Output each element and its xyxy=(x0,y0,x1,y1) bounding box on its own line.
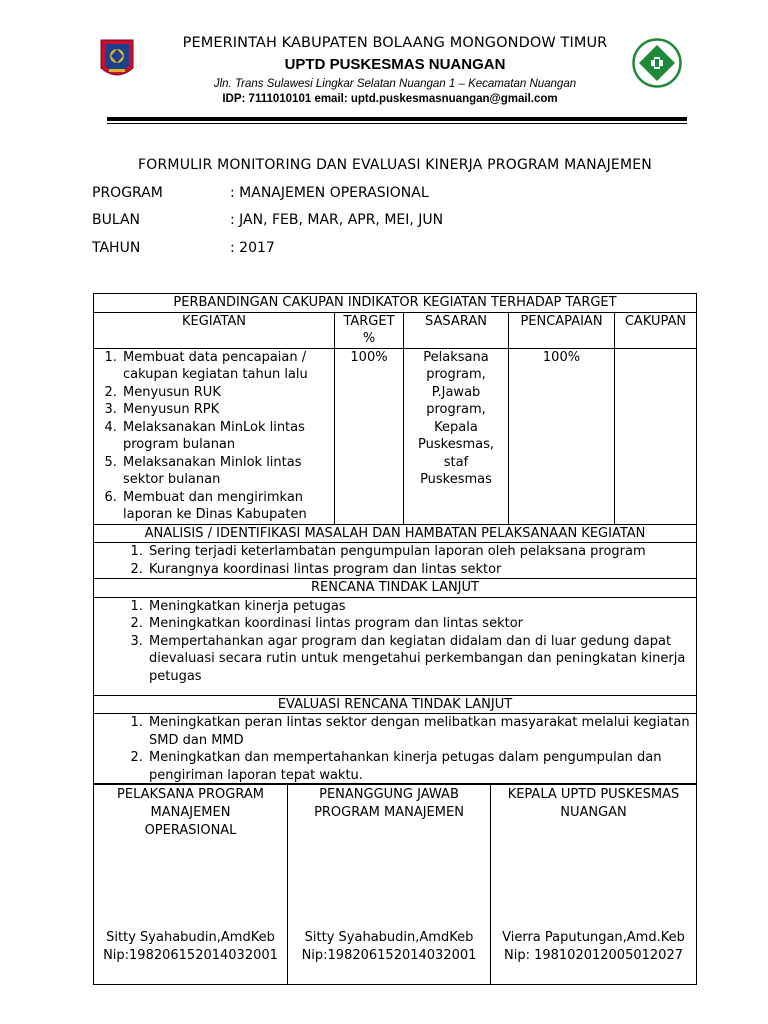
signer-nip: Nip:198206152014032001 xyxy=(301,948,477,963)
signer-role: KEPALA UPTD PUSKESMAS NUANGAN xyxy=(507,787,680,820)
bulan-label: BULAN xyxy=(92,212,141,228)
signature-block-kepala xyxy=(491,784,697,985)
tahun-value: : 2017 xyxy=(230,240,275,256)
pencapaian-value: 100% xyxy=(509,348,615,524)
signer-name: Sitty Syahabudin,AmdKeb xyxy=(106,930,275,945)
program-label: PROGRAM xyxy=(92,185,163,201)
column-header-cakupan: CAKUPAN xyxy=(615,312,697,348)
regency-emblem-icon xyxy=(100,38,134,82)
rtl-list xyxy=(97,598,693,686)
signer-role: PELAKSANA PROGRAM MANAJEMEN OPERASIONAL xyxy=(117,787,264,838)
monitoring-table xyxy=(93,293,697,785)
column-header-target: TARGET % xyxy=(335,312,404,348)
rtl-cell xyxy=(94,597,697,695)
header-divider-thin xyxy=(107,123,687,124)
analisis-heading: ANALISIS / IDENTIFIKASI MASALAH DAN HAMBATAN PELAKSANAAN KEGIATAN xyxy=(94,524,697,543)
institution-address: Jln. Trans Sulawesi Lingkar Selatan Nuangan 1 – Kecamatan Nuangan xyxy=(213,78,577,90)
institution-contact: IDP: 7111010101 email: uptd.puskesmasnuangan@gmail.com xyxy=(222,93,558,105)
sasaran-value: Pelaksana program, P.Jawab program, Kepala Puskesmas, staf Puskesmas xyxy=(404,348,509,524)
list-item: 2. Meningkatkan koordinasi lintas program dan lintas sektor xyxy=(147,615,693,633)
target-value: 100% xyxy=(335,348,404,524)
form-title: FORMULIR MONITORING DAN EVALUASI KINERJA PROGRAM MANAJEMEN xyxy=(138,157,652,173)
list-item: 1. Membuat data pencapaian / cakupan kegiatan tahun lalu xyxy=(121,349,331,384)
program-value: : MANAJEMEN OPERASIONAL xyxy=(230,185,429,201)
signer-nip: Nip: 198102012005012027 xyxy=(504,948,683,963)
signer-role: PENANGGUNG JAWAB PROGRAM MANAJEMEN xyxy=(314,787,464,820)
column-header-sasaran: SASARAN xyxy=(404,312,509,348)
kegiatan-cell xyxy=(94,348,335,524)
list-item: 2. Kurangnya koordinasi lintas program dan lintas sektor xyxy=(147,561,693,579)
signer-info xyxy=(491,929,696,965)
tahun-label: TAHUN xyxy=(92,240,141,256)
government-name: PEMERINTAH KABUPATEN BOLAANG MONGONDOW TIMUR xyxy=(182,35,608,51)
rtl-heading: RENCANA TINDAK LANJUT xyxy=(94,579,697,598)
signature-table xyxy=(93,783,697,985)
list-item: 5. Melaksanakan Minlok lintas sektor bulanan xyxy=(121,454,331,489)
analisis-cell xyxy=(94,543,697,579)
header-divider-thick xyxy=(107,117,687,121)
kegiatan-list xyxy=(97,349,331,524)
signature-block-penanggung-jawab xyxy=(288,784,491,985)
bulan-value: : JAN, FEB, MAR, APR, MEI, JUN xyxy=(230,212,444,228)
puskesmas-logo-icon xyxy=(632,38,682,88)
signer-nip: Nip:198206152014032001 xyxy=(103,948,278,963)
list-item: 4. Melaksanakan MinLok lintas program bulanan xyxy=(121,419,331,454)
list-item: 6. Membuat dan mengirimkan laporan ke Dinas Kabupaten xyxy=(121,489,331,524)
comparison-heading: PERBANDINGAN CAKUPAN INDIKATOR KEGIATAN TERHADAP TARGET xyxy=(94,294,697,313)
list-item: 1. Meningkatkan peran lintas sektor dengan melibatkan masyarakat melalui kegiatan SMD dan MMD xyxy=(147,714,693,749)
signer-name: Sitty Syahabudin,AmdKeb xyxy=(304,930,474,945)
evaluasi-heading: EVALUASI RENCANA TINDAK LANJUT xyxy=(94,695,697,714)
list-item: 1. Sering terjadi keterlambatan pengumpulan laporan oleh pelaksana program xyxy=(147,543,693,561)
list-item: 2. Menyusun RUK xyxy=(121,384,331,402)
evaluasi-cell xyxy=(94,714,697,785)
signature-block-pelaksana xyxy=(94,784,288,985)
signer-name: Vierra Paputungan,Amd.Keb xyxy=(502,930,685,945)
signer-info xyxy=(288,929,490,965)
list-item: 3. Menyusun RPK xyxy=(121,401,331,419)
cakupan-value xyxy=(615,348,697,524)
analisis-list xyxy=(97,543,693,578)
column-header-pencapaian: PENCAPAIAN xyxy=(509,312,615,348)
evaluasi-list xyxy=(97,714,693,784)
list-item: 2. Meningkatkan dan mempertahankan kinerja petugas dalam pengumpulan dan pengiriman laporan tepat waktu. xyxy=(147,749,693,784)
signer-info xyxy=(94,929,287,965)
institution-name: UPTD PUSKESMAS NUANGAN xyxy=(284,56,506,73)
list-item: 1. Meningkatkan kinerja petugas xyxy=(147,598,693,616)
list-item: 3. Mempertahankan agar program dan kegiatan didalam dan di luar gedung dapat dievaluasi secara rutin untuk mengetahui perkembangan dan peningkatan kinerja petugas xyxy=(147,633,693,686)
column-header-kegiatan: KEGIATAN xyxy=(94,312,335,348)
